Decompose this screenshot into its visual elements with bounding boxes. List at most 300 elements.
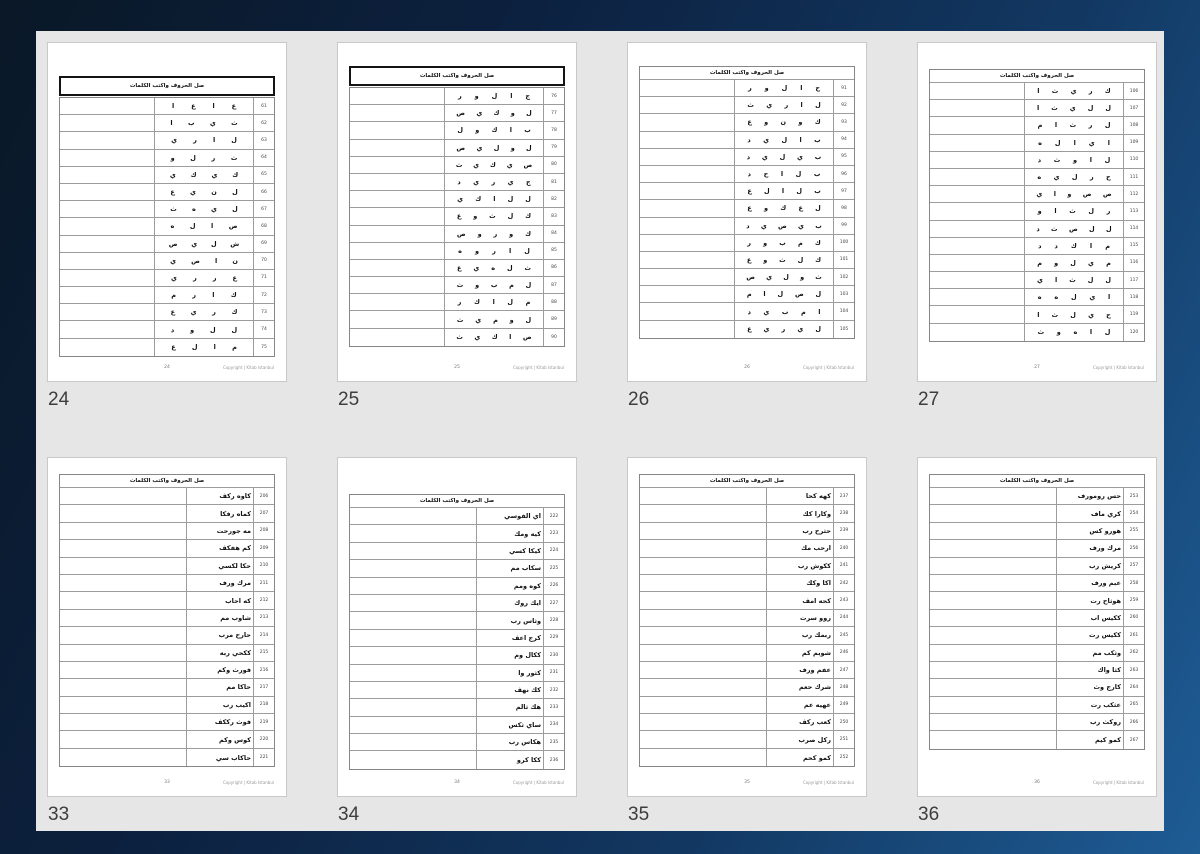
- row-number: 76: [551, 93, 557, 99]
- table-row: [930, 255, 1144, 272]
- arabic-letter: ي: [191, 239, 198, 248]
- row-number: 219: [259, 719, 269, 725]
- answer-cell: [60, 253, 154, 269]
- arabic-letter: ي: [475, 315, 482, 324]
- row-number: 217: [259, 684, 269, 690]
- row-number: 87: [551, 282, 557, 288]
- letters-cell: [734, 149, 834, 165]
- page-number-label-34[interactable]: 34: [338, 804, 360, 825]
- arabic-letter: ي: [1070, 87, 1077, 96]
- letters-cell: [444, 226, 544, 242]
- arabic-letter: ك: [190, 170, 197, 179]
- page-number-label-24[interactable]: 24: [48, 389, 70, 410]
- arabic-letter: ل: [815, 325, 821, 334]
- arabic-letter: ل: [797, 255, 804, 264]
- arabic-letter: و: [509, 229, 514, 238]
- row-number: 63: [261, 137, 267, 143]
- arabic-letter: ا: [215, 256, 218, 265]
- arabic-letter: ل: [210, 325, 216, 334]
- arabic-letter: و: [763, 238, 768, 247]
- answer-cell: [60, 679, 186, 695]
- table-row: [350, 665, 564, 682]
- row-number: 232: [549, 687, 559, 693]
- table-row: [640, 697, 854, 714]
- arabic-letter: ر: [492, 246, 496, 255]
- word-cell: وثاس رب: [476, 612, 544, 628]
- answer-cell: [60, 749, 186, 766]
- row-number: 99: [841, 223, 847, 229]
- page-thumbnail[interactable]: [917, 42, 1157, 382]
- answer-cell: [640, 97, 734, 113]
- arabic-letter: ي: [507, 178, 514, 187]
- table-row: [60, 150, 274, 167]
- arabic-letter: ع: [456, 263, 462, 272]
- arabic-letter: ل: [526, 109, 532, 118]
- answer-cell: [60, 731, 186, 747]
- table-row: [930, 558, 1144, 575]
- answer-cell: [930, 697, 1056, 713]
- answer-cell: [60, 645, 186, 661]
- row-number: 81: [551, 179, 557, 185]
- page-thumbnail[interactable]: [47, 457, 287, 797]
- answer-cell: [930, 610, 1056, 626]
- row-number: 224: [549, 548, 559, 554]
- answer-cell: [640, 218, 734, 234]
- arabic-letter: ي: [171, 273, 177, 282]
- table-row: [930, 731, 1144, 748]
- row-number: 97: [841, 188, 847, 194]
- word-cell: عهيه عم: [766, 697, 834, 713]
- row-number: 254: [1129, 511, 1139, 517]
- table-row: [930, 662, 1144, 679]
- answer-cell: [350, 260, 444, 276]
- page-thumbnail-cell: [337, 457, 579, 835]
- answer-cell: [350, 543, 476, 559]
- arabic-letter: ن: [232, 256, 238, 265]
- word-cell: كمو كحم: [766, 749, 834, 766]
- row-number: 68: [261, 223, 267, 229]
- letters-cell: [154, 287, 254, 303]
- row-number: 213: [259, 615, 269, 621]
- page-number-label-26[interactable]: 26: [628, 389, 650, 410]
- arabic-letter: و: [1037, 207, 1042, 216]
- row-number: 88: [551, 299, 557, 305]
- row-number: 116: [1129, 260, 1139, 266]
- letters-cell: [734, 269, 834, 285]
- arabic-letter: ا: [1054, 207, 1057, 216]
- answer-cell: [640, 575, 766, 591]
- row-number: 261: [1129, 632, 1139, 638]
- table-row: [640, 540, 854, 557]
- answer-cell: [640, 679, 766, 695]
- table-row: [350, 734, 564, 751]
- arabic-letter: ا: [1055, 276, 1058, 285]
- page-number-label-35[interactable]: 35: [628, 804, 650, 825]
- letters-cell: [444, 277, 544, 293]
- answer-cell: [60, 592, 186, 608]
- table-row: [60, 184, 274, 201]
- arabic-letter: ل: [1104, 121, 1111, 130]
- row-number: 77: [551, 110, 557, 116]
- word-cell: روكث رب: [1056, 714, 1124, 730]
- page-number-label-36[interactable]: 36: [918, 804, 940, 825]
- arabic-letter: ل: [779, 152, 786, 161]
- arabic-letter: ع: [170, 308, 176, 317]
- letters-cell: [444, 105, 544, 121]
- word-cell: اي الفوسي: [476, 508, 544, 524]
- worksheet-table: [639, 66, 855, 339]
- row-number: 109: [1129, 140, 1139, 146]
- row-number: 114: [1129, 226, 1139, 232]
- arabic-letter: ا: [781, 187, 785, 196]
- row-number: 91: [841, 85, 847, 91]
- page-thumbnail[interactable]: [917, 457, 1157, 797]
- arabic-letter: ا: [493, 195, 496, 204]
- row-number: 103: [839, 291, 849, 297]
- arabic-letter: ع: [170, 188, 175, 197]
- arabic-letter: د: [1037, 155, 1042, 164]
- table-row: [640, 303, 854, 320]
- table-row: [60, 488, 274, 505]
- arabic-letter: ص: [1102, 190, 1112, 199]
- letters-cell: [154, 304, 254, 320]
- answer-cell: [930, 289, 1024, 305]
- answer-cell: [350, 560, 476, 576]
- row-number: 244: [839, 615, 849, 621]
- arabic-letter: ل: [781, 135, 788, 144]
- arabic-letter: ي: [473, 160, 480, 169]
- arabic-letter: ا: [212, 291, 215, 300]
- arabic-letter: ا: [213, 343, 216, 352]
- word-cell: حاكاب سي: [186, 749, 254, 766]
- word-cell: كوه ومم: [476, 578, 544, 594]
- answer-cell: [930, 558, 1056, 574]
- table-row: [640, 149, 854, 166]
- arabic-letter: ك: [525, 212, 532, 221]
- arabic-letter: و: [170, 153, 175, 162]
- answer-cell: [350, 647, 476, 663]
- letters-cell: [444, 122, 544, 138]
- table-row: [60, 339, 274, 356]
- word-cell: ككيس اب: [1056, 610, 1124, 626]
- arabic-letter: ك: [475, 195, 482, 204]
- page-footer-number: 25: [454, 365, 460, 370]
- arabic-letter: ا: [1073, 138, 1076, 147]
- arabic-letter: ي: [763, 135, 770, 144]
- arabic-letter: ث: [230, 153, 238, 162]
- arabic-letter: ر: [211, 153, 216, 162]
- arabic-letter: ب: [187, 119, 195, 128]
- answer-cell: [640, 645, 766, 661]
- arabic-letter: ل: [1087, 104, 1094, 113]
- row-number: 79: [551, 145, 557, 151]
- letters-cell: [444, 140, 544, 156]
- word-cell: كك نهف: [476, 682, 544, 698]
- table-row: [640, 523, 854, 540]
- arabic-letter: ص: [456, 109, 466, 118]
- worksheet-title-row: صل الحروف واكتب الكلمات: [930, 475, 1144, 488]
- arabic-letter: ل: [190, 153, 196, 162]
- table-row: [60, 679, 274, 696]
- table-row: [60, 540, 274, 557]
- arabic-letter: ي: [474, 333, 481, 342]
- answer-cell: [350, 243, 444, 259]
- word-cell: كرج اعف: [476, 630, 544, 646]
- table-row: [350, 612, 564, 629]
- arabic-letter: ر: [493, 229, 498, 238]
- arabic-letter: ي: [1069, 104, 1076, 113]
- table-row: [350, 140, 564, 157]
- table-row: [930, 324, 1144, 341]
- answer-cell: [930, 662, 1056, 678]
- arabic-letter: ث: [524, 263, 532, 272]
- arabic-letter: ث: [779, 255, 786, 264]
- letters-cell: [734, 286, 834, 302]
- arabic-letter: ل: [1071, 173, 1078, 182]
- arabic-letter: ل: [231, 325, 238, 334]
- row-number: 118: [1129, 294, 1139, 300]
- arabic-letter: و: [763, 255, 768, 264]
- table-row: [350, 260, 564, 277]
- word-cell: كيه ومك: [476, 525, 544, 541]
- page-thumbnail-cell: [47, 457, 289, 835]
- row-number: 251: [839, 737, 849, 743]
- arabic-letter: ا: [1053, 190, 1056, 199]
- arabic-letter: ث: [747, 101, 754, 110]
- arabic-letter: و: [509, 315, 514, 324]
- answer-cell: [930, 627, 1056, 643]
- answer-cell: [350, 157, 444, 173]
- table-row: [60, 662, 274, 679]
- table-row: [60, 523, 274, 540]
- table-row: [640, 286, 854, 303]
- letters-cell: [154, 201, 254, 217]
- arabic-letter: ل: [1104, 155, 1111, 164]
- table-row: [350, 717, 564, 734]
- arabic-letter: ن: [780, 118, 787, 127]
- arabic-letter: ب: [814, 152, 822, 161]
- answer-cell: [930, 505, 1056, 521]
- row-number: 115: [1129, 243, 1139, 249]
- page-footer-number: 26: [744, 365, 750, 370]
- page-thumbnail[interactable]: [47, 42, 287, 382]
- row-number: 105: [839, 326, 849, 332]
- arabic-letter: ه: [458, 246, 462, 255]
- arabic-letter: ث: [231, 119, 238, 128]
- row-number: 84: [551, 231, 557, 237]
- answer-cell: [60, 201, 154, 217]
- arabic-letter: م: [525, 298, 531, 307]
- page-number-label-27[interactable]: 27: [918, 389, 940, 410]
- arabic-letter: ص: [1082, 190, 1092, 199]
- page-thumbnail[interactable]: [627, 42, 867, 382]
- table-row: [60, 749, 274, 766]
- word-cell: كارج وث: [1056, 679, 1124, 695]
- row-number: 220: [259, 737, 269, 743]
- worksheet-title-row: صل الحروف واكتب الكلمات: [640, 475, 854, 488]
- row-number: 214: [259, 632, 269, 638]
- word-cell: كم هفكف: [186, 540, 254, 556]
- page-number-label-33[interactable]: 33: [48, 804, 70, 825]
- arabic-letter: و: [1056, 328, 1061, 337]
- arabic-letter: ب: [814, 187, 821, 196]
- word-cell: ككا كرو: [476, 751, 544, 768]
- row-number: 249: [839, 702, 849, 708]
- answer-cell: [640, 523, 766, 539]
- answer-cell: [350, 105, 444, 121]
- arabic-letter: ل: [1054, 138, 1061, 147]
- word-cell: عثكب رت: [1056, 697, 1124, 713]
- arabic-letter: م: [493, 315, 498, 324]
- arabic-letter: ي: [1088, 310, 1095, 319]
- page-thumbnail-cell: [337, 42, 579, 420]
- arabic-letter: ه: [1073, 328, 1078, 337]
- table-row: [930, 100, 1144, 117]
- row-number: 218: [259, 702, 269, 708]
- answer-cell: [350, 277, 444, 293]
- table-row: [60, 592, 274, 609]
- answer-cell: [930, 186, 1024, 202]
- table-row: [350, 122, 564, 139]
- answer-cell: [60, 270, 154, 286]
- row-number: 206: [259, 493, 269, 499]
- letters-cell: [1024, 306, 1124, 322]
- row-number: 71: [261, 275, 267, 281]
- arabic-letter: ا: [508, 246, 512, 255]
- row-number: 75: [261, 344, 267, 350]
- worksheet-table: [929, 69, 1145, 342]
- arabic-letter: ث: [1069, 121, 1077, 130]
- row-number: 110: [1129, 157, 1139, 163]
- row-number: 113: [1129, 208, 1139, 214]
- word-cell: مرك ورف: [186, 575, 254, 591]
- row-number: 78: [551, 127, 557, 133]
- arabic-letter: ر: [193, 136, 197, 145]
- arabic-letter: ث: [1069, 276, 1076, 285]
- arabic-letter: و: [763, 204, 768, 213]
- arabic-letter: ي: [798, 221, 804, 230]
- table-row: [60, 731, 274, 748]
- letters-cell: [734, 235, 834, 251]
- letters-cell: [1024, 135, 1124, 151]
- answer-cell: [350, 525, 476, 541]
- arabic-letter: ر: [212, 273, 217, 282]
- arabic-letter: ي: [763, 307, 770, 316]
- arabic-letter: ث: [170, 205, 177, 214]
- answer-cell: [930, 324, 1024, 341]
- arabic-letter: ي: [1037, 276, 1044, 285]
- page-thumbnail[interactable]: [337, 42, 577, 382]
- arabic-letter: ل: [815, 290, 822, 299]
- answer-cell: [640, 697, 766, 713]
- row-number: 80: [551, 162, 557, 168]
- row-number: 207: [259, 511, 269, 517]
- arabic-letter: ص: [456, 229, 466, 238]
- row-number: 235: [549, 739, 559, 745]
- word-cell: كري ماف: [1056, 505, 1124, 521]
- arabic-letter: م: [1105, 241, 1110, 250]
- table-row: [930, 679, 1144, 696]
- answer-cell: [640, 627, 766, 643]
- arabic-letter: ل: [1088, 207, 1094, 216]
- arabic-letter: ل: [795, 170, 802, 179]
- answer-cell: [930, 255, 1024, 271]
- table-row: [640, 114, 854, 131]
- letters-cell: [1024, 272, 1124, 288]
- answer-cell: [930, 306, 1024, 322]
- page-thumbnail[interactable]: [337, 457, 577, 797]
- table-row: [930, 135, 1144, 152]
- row-number: 83: [551, 213, 557, 219]
- row-number: 225: [549, 565, 559, 571]
- table-row: [930, 272, 1144, 289]
- answer-cell: [350, 191, 444, 207]
- table-row: [60, 321, 274, 338]
- arabic-letter: و: [477, 229, 482, 238]
- answer-cell: [60, 321, 154, 337]
- table-row: [640, 645, 854, 662]
- row-number: 61: [261, 103, 267, 109]
- answer-cell: [60, 115, 154, 131]
- letters-cell: [444, 208, 544, 224]
- arabic-letter: ل: [506, 263, 513, 272]
- table-row: [60, 505, 274, 522]
- arabic-letter: ح: [815, 84, 821, 93]
- arabic-letter: ص: [1068, 224, 1078, 233]
- worksheet-table: [59, 97, 275, 357]
- table-row: [930, 523, 1144, 540]
- arabic-letter: ل: [1105, 104, 1112, 113]
- answer-cell: [640, 149, 734, 165]
- answer-cell: [930, 714, 1056, 730]
- word-cell: عفم ورف: [766, 662, 834, 678]
- table-row: [60, 218, 274, 235]
- table-row: [930, 306, 1144, 323]
- row-number: 267: [1129, 737, 1139, 743]
- arabic-letter: و: [798, 118, 803, 127]
- arabic-letter: د: [746, 221, 750, 230]
- word-cell: ككحي ربه: [186, 645, 254, 661]
- answer-cell: [60, 610, 186, 626]
- page-thumbnail[interactable]: [627, 457, 867, 797]
- page-number-label-25[interactable]: 25: [338, 389, 360, 410]
- arabic-letter: م: [1037, 121, 1043, 130]
- arabic-letter: ر: [1088, 87, 1093, 96]
- arabic-letter: ح: [1106, 310, 1111, 319]
- row-number: 85: [551, 248, 557, 254]
- arabic-letter: ع: [747, 118, 752, 127]
- answer-cell: [350, 88, 444, 104]
- arabic-letter: ث: [1037, 328, 1045, 337]
- copyright-text: Copyright | Kitab Istanbul: [802, 365, 854, 370]
- answer-cell: [350, 226, 444, 242]
- arabic-letter: ص: [522, 333, 532, 342]
- answer-cell: [60, 287, 154, 303]
- row-number: 248: [839, 684, 849, 690]
- copyright-text: Copyright | Kitab Istanbul: [512, 365, 564, 370]
- arabic-letter: ب: [813, 170, 821, 179]
- table-row: [930, 169, 1144, 186]
- arabic-letter: م: [171, 291, 177, 300]
- arabic-letter: ك: [1104, 87, 1111, 96]
- row-number: 241: [839, 563, 849, 569]
- arabic-letter: ل: [781, 84, 788, 93]
- word-cell: ككيس رت: [1056, 627, 1124, 643]
- word-cell: ككوش رب: [766, 558, 834, 574]
- arabic-letter: ص: [746, 273, 755, 282]
- table-row: [930, 83, 1144, 100]
- row-number: 104: [839, 309, 849, 315]
